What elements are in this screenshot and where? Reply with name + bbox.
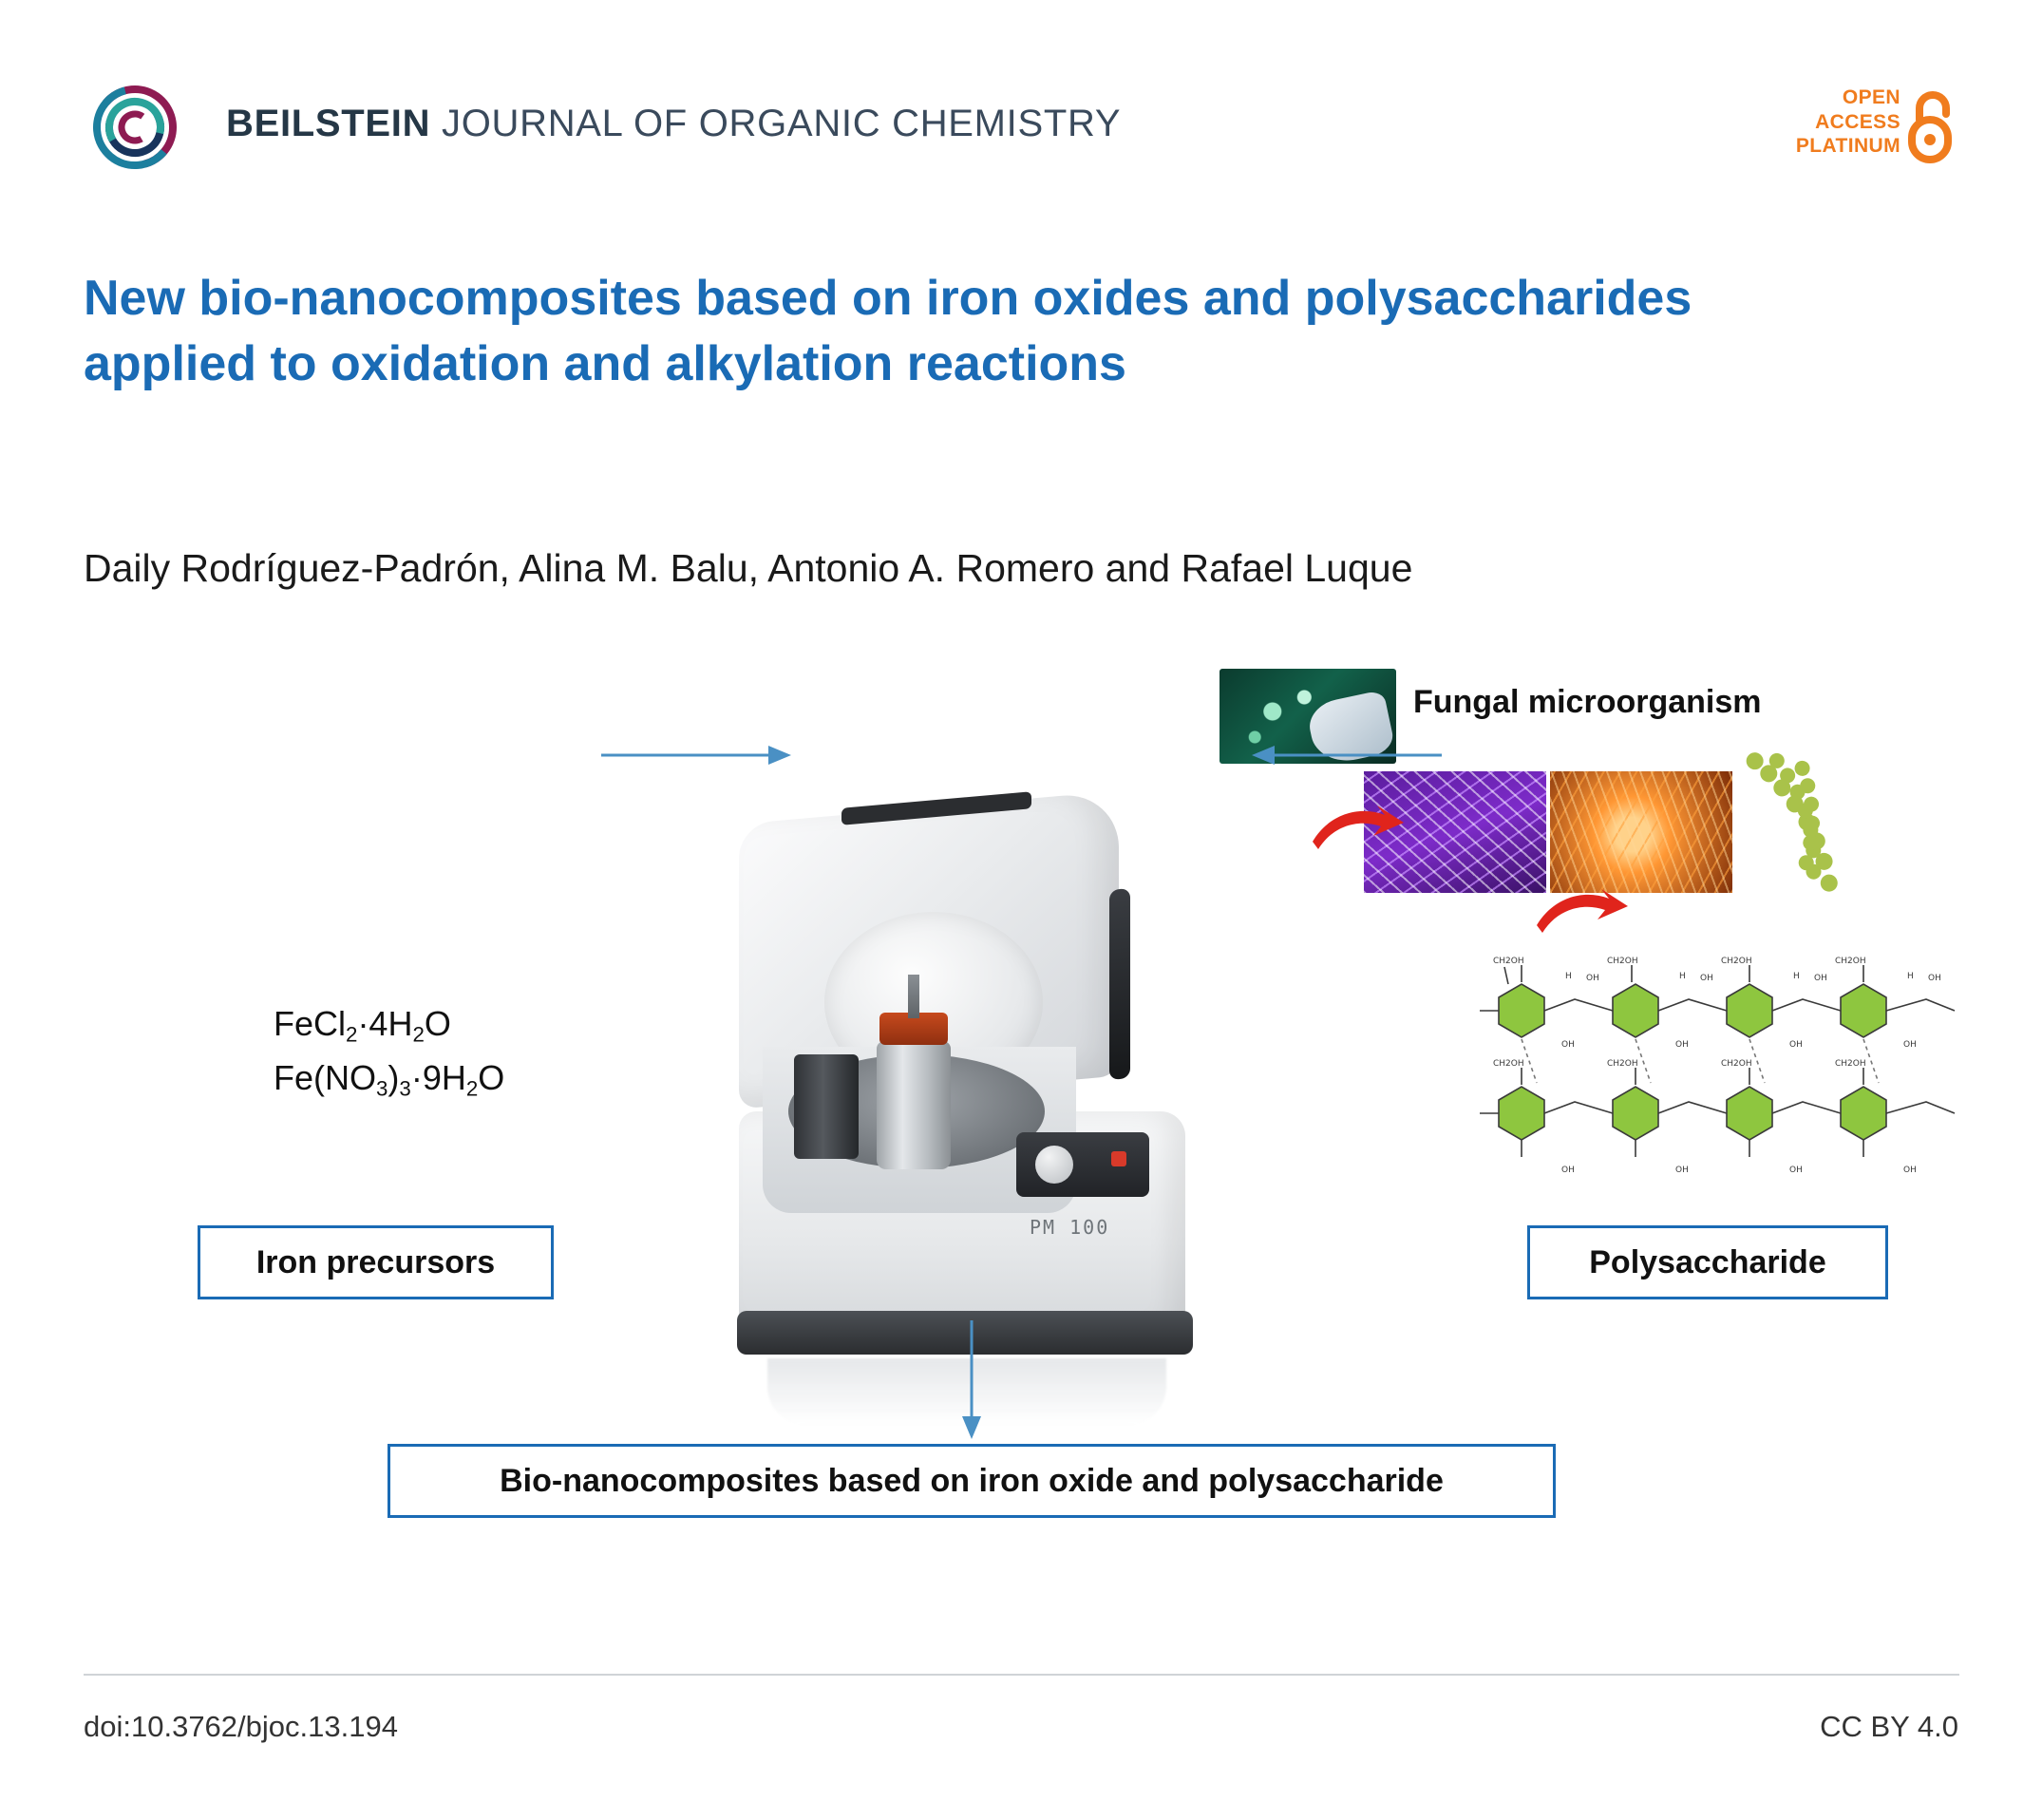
mill-side-handle: [1109, 888, 1130, 1080]
svg-text:OH: OH: [1586, 974, 1599, 983]
arrow-left-icon: [1238, 741, 1442, 774]
mill-jar-secondary: [794, 1054, 859, 1159]
svg-text:OH: OH: [1814, 974, 1827, 983]
open-access-line2: ACCESS: [1815, 110, 1900, 133]
precursor-formula-1: $FeCl_2\cdot 4H_2O$: [274, 1004, 451, 1047]
svg-text:CH2OH: CH2OH: [1493, 1059, 1524, 1069]
ball-mill-illustration: [682, 798, 1214, 1415]
journal-title-rest: JOURNAL OF ORGANIC CHEMISTRY: [430, 103, 1122, 144]
svg-text:CH2OH: CH2OH: [1493, 957, 1524, 966]
svg-text:OH: OH: [1928, 974, 1941, 983]
svg-text:OH: OH: [1561, 1166, 1575, 1175]
svg-text:CH2OH: CH2OH: [1721, 957, 1752, 966]
svg-text:CH2OH: CH2OH: [1835, 957, 1866, 966]
svg-text:OH: OH: [1561, 1040, 1575, 1050]
open-access-line1: OPEN: [1842, 86, 1900, 108]
author-list: Daily Rodríguez-Padrón, Alina M. Balu, Antonio A. Romero and Rafael Luque: [84, 546, 1413, 590]
open-access-badge: [1779, 80, 1959, 180]
arrow-right-icon: [601, 741, 791, 774]
mill-status-led: [1111, 1151, 1126, 1166]
beilstein-spiral-logo-icon: [84, 76, 186, 179]
svg-text:OH: OH: [1675, 1166, 1689, 1175]
open-access-line3: PLATINUM: [1795, 135, 1900, 158]
fungal-microorganism-label: Fungal microorganism: [1413, 684, 1762, 720]
svg-text:OH: OH: [1903, 1040, 1917, 1050]
svg-text:OH: OH: [1789, 1040, 1803, 1050]
svg-text:OH: OH: [1700, 974, 1713, 983]
svg-text:CH2OH: CH2OH: [1721, 1059, 1752, 1069]
journal-title-bold: BEILSTEIN: [226, 103, 431, 144]
svg-text:OH: OH: [1903, 1166, 1917, 1175]
svg-text:OH: OH: [1675, 1040, 1689, 1050]
svg-text:H: H: [1679, 972, 1686, 981]
red-arrow-icon: [1535, 887, 1630, 940]
label-bio-nanocomposites: Bio-nanocomposites based on iron oxide and polysaccharide: [388, 1444, 1556, 1518]
mill-clamp-rod: [908, 975, 919, 1018]
page-title: New bio-nanocomposites based on iron oxides and polysaccharides applied to oxidation and alkylation reactions: [84, 271, 1692, 392]
journal-title: [226, 103, 1121, 145]
label-iron-precursors: Iron precursors: [198, 1225, 554, 1299]
svg-text:OH: OH: [1789, 1166, 1803, 1175]
precursor-formula-2: $Fe(NO_3)_3\cdot 9H_2O$: [274, 1058, 505, 1101]
graphical-abstract: [84, 646, 1959, 1624]
arrow-down-icon: [957, 1320, 986, 1444]
iron-precursor-formulas: [274, 997, 504, 1107]
mill-control-knob: [1035, 1146, 1073, 1184]
svg-text:H: H: [1907, 972, 1914, 981]
svg-text:CH2OH: CH2OH: [1607, 1059, 1638, 1069]
footer-divider: [84, 1674, 1959, 1676]
svg-text:H: H: [1793, 972, 1800, 981]
svg-text:H: H: [1565, 972, 1572, 981]
doi-text[interactable]: doi:10.3762/bjoc.13.194: [84, 1710, 398, 1743]
svg-text:CH2OH: CH2OH: [1607, 957, 1638, 966]
spore-chain-illustration: [1741, 749, 1969, 929]
red-arrow-icon: [1311, 804, 1406, 857]
mill-model-label: PM 100: [1030, 1216, 1110, 1239]
open-access-text: [1796, 85, 1900, 159]
mill-jar: [877, 1041, 951, 1169]
polysaccharide-structure: [1480, 940, 1974, 1187]
journal-header: [84, 74, 1959, 179]
sem-micrograph-orange: [1550, 771, 1732, 893]
open-lock-icon: [1906, 87, 1959, 163]
svg-text:CH2OH: CH2OH: [1835, 1059, 1866, 1069]
license-text: CC BY 4.0: [1820, 1710, 1958, 1743]
label-polysaccharide: Polysaccharide: [1527, 1225, 1888, 1299]
